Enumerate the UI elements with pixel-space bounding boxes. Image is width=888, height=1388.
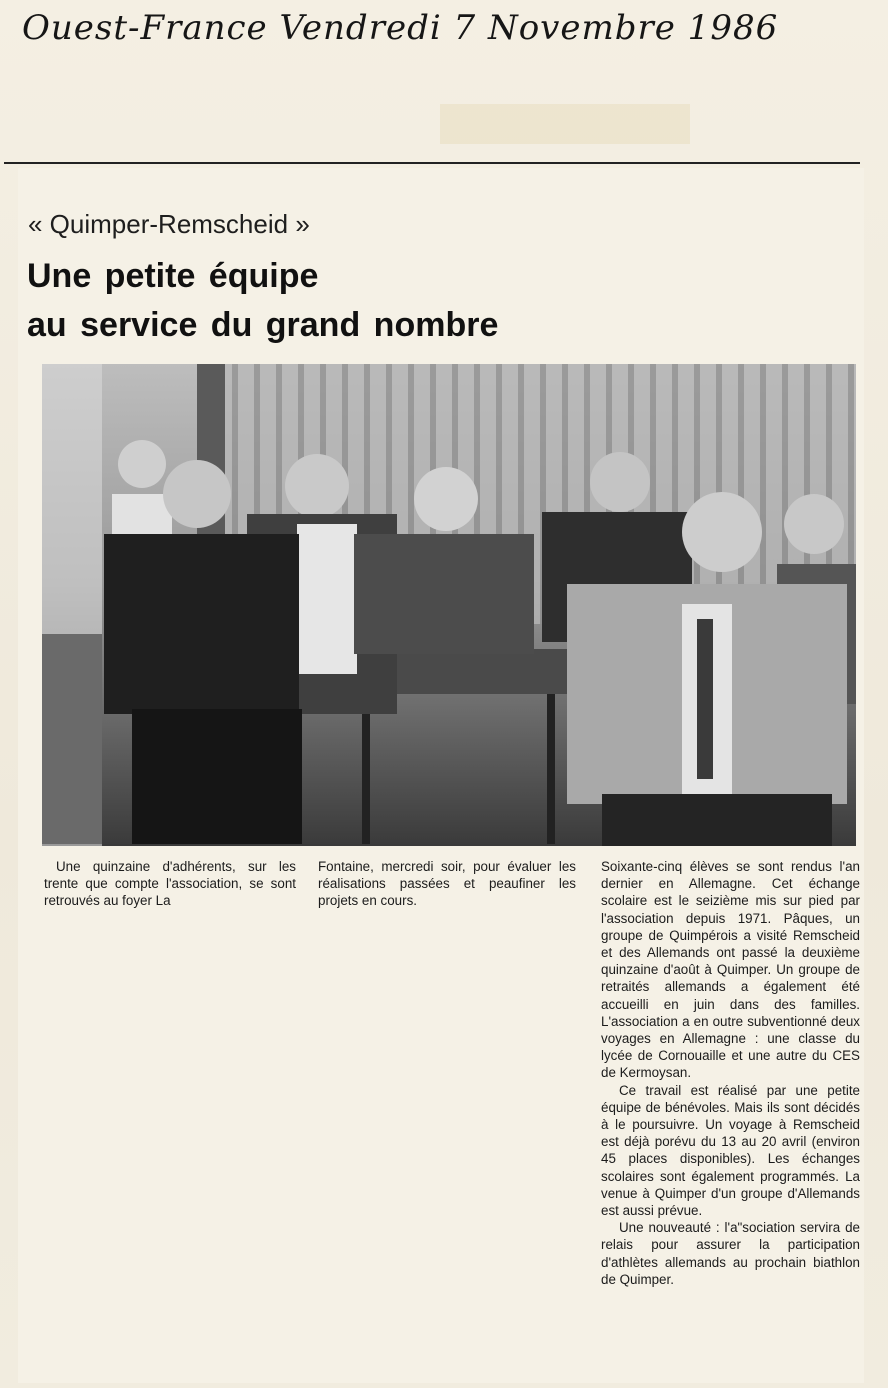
body-paragraph-1: Soixante-cinq élèves se sont rendus l'an dernier en Allemagne. Cet échange scolaire est le seizième mis sur pied par l'association depuis 1971. Pâques, un groupe de Quimpérois a visité Remscheid et des Allemands ont passé la deuxième quinzaine d'août à Quimper. Un groupe de retraités allemands a également été accueilli en juin dans des familles. L'association a en outre subventionné deux voyages en Allemagne : une classe du lycée de Cornouaille et une autre du CES de Kermoysan. bbox=[601, 859, 860, 1081]
caption-column-1 bbox=[44, 858, 296, 910]
photo-caption-part-1: Une quinzaine d'adhérents, sur les trente que compte l'association, se sont retrouvés au foyer La bbox=[44, 859, 296, 909]
article-kicker: « Quimper-Remscheid » bbox=[28, 209, 310, 239]
headline-line-1: Une petite équipe bbox=[27, 257, 319, 295]
photo-caption-part-2: Fontaine, mercredi soir, pour évaluer les réalisations passées et peaufiner les projets en cours. bbox=[318, 859, 576, 909]
column-rule bbox=[4, 162, 860, 164]
caption-column-2 bbox=[318, 858, 576, 910]
body-paragraph-2: Ce travail est réalisé par une petite équipe de bénévoles. Mais ils sont décidés à le poursuivre. Un voyage à Remscheid est déjà porévu du 13 au 20 avril (environ 45 places disponibles). Les échanges scolaires sont également programmés. La venue à Quimper d'un groupe d'Allemands est aussi prévue. bbox=[601, 1082, 860, 1219]
headline-line-2: au service du grand nombre bbox=[27, 306, 499, 344]
body-paragraph-3: Une nouveauté : l'a"sociation servira de relais pour assurer la participation d'athlètes allemands au prochain biathlon de Quimper. bbox=[601, 1220, 860, 1287]
body-column bbox=[601, 858, 860, 1288]
article-headline bbox=[27, 252, 827, 350]
group-photo bbox=[42, 364, 856, 846]
handwritten-source-note: Ouest-France Vendredi 7 Novembre 1986 bbox=[22, 8, 779, 48]
bleed-through-stain bbox=[440, 104, 690, 144]
